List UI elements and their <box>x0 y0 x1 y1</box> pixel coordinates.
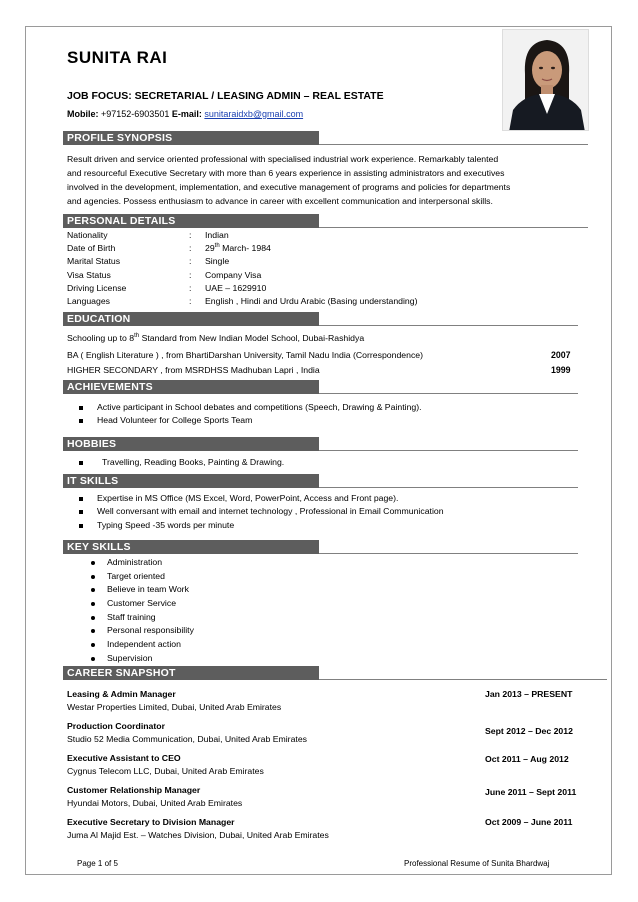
key-skill-item: Staff training <box>107 612 156 622</box>
personal-colon: : <box>189 270 192 280</box>
career-dates: June 2011 – Sept 2011 <box>485 787 577 797</box>
round-bullet-icon <box>91 616 95 620</box>
personal-value <box>205 243 271 253</box>
education-hs-year: 1999 <box>551 365 571 375</box>
personal-label: Languages <box>67 296 110 306</box>
career-dates: Sept 2012 – Dec 2012 <box>485 726 573 736</box>
dob-day: 29 <box>205 243 215 253</box>
section-hobbies: HOBBIES <box>63 437 319 451</box>
achievement-item: Head Volunteer for College Sports Team <box>97 415 253 425</box>
education-schooling <box>67 333 364 343</box>
personal-colon: : <box>189 296 192 306</box>
profile-line: involved in the development, implementation, and executive management of programs and policies for departments <box>67 182 511 192</box>
it-skill-item: Well conversant with email and internet technology , Professional in Email Communication <box>97 506 444 516</box>
career-company: Cygnus Telecom LLC, Dubai, United Arab Emirates <box>67 766 264 776</box>
career-dates: Jan 2013 – PRESENT <box>485 689 573 699</box>
career-title: Leasing & Admin Manager <box>67 689 176 699</box>
profile-line: Result driven and service oriented professional with specialised industrial work experience. Remarkably talented <box>67 154 499 164</box>
page-number: Page 1 of 5 <box>77 859 118 868</box>
round-bullet-icon <box>91 561 95 565</box>
personal-label: Visa Status <box>67 270 111 280</box>
personal-value: Company Visa <box>205 270 262 280</box>
square-bullet-icon <box>79 524 83 528</box>
it-skill-item: Expertise in MS Office (MS Excel, Word, PowerPoint, Access and Front page). <box>97 493 399 503</box>
career-dates: Oct 2009 – June 2011 <box>485 817 573 827</box>
career-title: Production Coordinator <box>67 721 165 731</box>
profile-synopsis-text <box>67 152 585 208</box>
square-bullet-icon <box>79 406 83 410</box>
round-bullet-icon <box>91 602 95 606</box>
key-skill-item: Administration <box>107 557 163 567</box>
personal-label: Driving License <box>67 283 127 293</box>
square-bullet-icon <box>79 461 83 465</box>
career-company: Studio 52 Media Communication, Dubai, United Arab Emirates <box>67 734 307 744</box>
profile-photo <box>502 29 589 131</box>
square-bullet-icon <box>79 419 83 423</box>
career-company: Hyundai Motors, Dubai, United Arab Emirates <box>67 798 243 808</box>
education-ba: BA ( English Literature ) , from BhartiDarshan University, Tamil Nadu India (Correspondence) <box>67 350 424 360</box>
mobile-value: +97152-6903501 <box>101 109 170 119</box>
key-skill-item: Personal responsibility <box>107 625 194 635</box>
career-title: Customer Relationship Manager <box>67 785 201 795</box>
schooling-suffix: th <box>134 333 140 340</box>
personal-value: Indian <box>205 230 229 240</box>
footer-title: Professional Resume of Sunita Bhardwaj <box>404 859 550 868</box>
section-divider <box>319 487 578 488</box>
section-divider <box>319 144 588 145</box>
section-career-snapshot: CAREER SNAPSHOT <box>63 666 319 680</box>
personal-colon: : <box>189 230 192 240</box>
section-key-skills: KEY SKILLS <box>63 540 319 554</box>
career-dates: Oct 2011 – Aug 2012 <box>485 754 569 764</box>
dob-suffix: th <box>214 243 220 250</box>
round-bullet-icon <box>91 629 95 633</box>
profile-photo-illustration <box>503 30 589 131</box>
hobby-item: Travelling, Reading Books, Painting & Drawing. <box>102 457 285 467</box>
career-title: Executive Secretary to Division Manager <box>67 817 235 827</box>
career-company: Juma Al Majid Est. – Watches Division, Dubai, United Arab Emirates <box>67 830 329 840</box>
key-skill-item: Target oriented <box>107 571 165 581</box>
schooling-post: Standard from New Indian Model School, Dubai-Rashidya <box>139 333 365 343</box>
section-personal-details: PERSONAL DETAILS <box>63 214 319 228</box>
career-title: Executive Assistant to CEO <box>67 753 181 763</box>
personal-value: Single <box>205 256 230 266</box>
section-divider <box>319 325 578 326</box>
career-company: Westar Properties Limited, Dubai, United Arab Emirates <box>67 702 282 712</box>
key-skill-item: Supervision <box>107 653 153 663</box>
education-higher-secondary: HIGHER SECONDARY , from MSRDHSS Madhuban Lapri , India <box>67 365 320 375</box>
candidate-name: SUNITA RAI <box>67 48 168 67</box>
education-ba-year: 2007 <box>551 350 571 360</box>
square-bullet-icon <box>79 510 83 514</box>
job-focus: JOB FOCUS: SECRETARIAL / LEASING ADMIN – REAL ESTATE <box>67 90 384 102</box>
section-divider <box>319 227 588 228</box>
key-skill-item: Customer Service <box>107 598 177 608</box>
email-label: E-mail: <box>171 109 202 119</box>
it-skill-item: Typing Speed -35 words per minute <box>97 520 235 530</box>
section-divider <box>319 553 578 554</box>
key-skill-item: Believe in team Work <box>107 584 189 594</box>
contact-line <box>67 109 303 119</box>
mobile-label: Mobile: <box>67 109 99 119</box>
round-bullet-icon <box>91 657 95 661</box>
personal-colon: : <box>189 243 192 253</box>
dob-rest: March- 1984 <box>219 243 271 253</box>
personal-colon: : <box>189 256 192 266</box>
section-divider <box>319 679 607 680</box>
section-divider <box>319 450 578 451</box>
section-achievements: ACHIEVEMENTS <box>63 380 319 394</box>
personal-colon: : <box>189 283 192 293</box>
personal-value: UAE – 1629910 <box>205 283 267 293</box>
round-bullet-icon <box>91 643 95 647</box>
round-bullet-icon <box>91 588 95 592</box>
achievement-item: Active participant in School debates and competitions (Speech, Drawing & Painting). <box>97 402 422 412</box>
schooling-pre: Schooling up to 8 <box>67 333 135 343</box>
personal-label: Marital Status <box>67 256 121 266</box>
section-divider <box>319 393 578 394</box>
personal-label: Date of Birth <box>67 243 116 253</box>
key-skill-item: Independent action <box>107 639 181 649</box>
profile-line: and resourceful Executive Secretary with more than 6 years experience in assisting administrators and executives <box>67 168 505 178</box>
personal-value: English , Hindi and Urdu Arabic (Basing understanding) <box>205 296 418 306</box>
email-link[interactable]: sunitaraidxb@gmail.com <box>204 109 304 119</box>
section-profile-synopsis: PROFILE SYNOPSIS <box>63 131 319 145</box>
section-education: EDUCATION <box>63 312 319 326</box>
personal-label: Nationality <box>67 230 108 240</box>
round-bullet-icon <box>91 575 95 579</box>
section-it-skills: IT SKILLS <box>63 474 319 488</box>
profile-line: and agencies. Possess enthusiasm to advance in career with excellent communication and interpersonal skills. <box>67 196 493 206</box>
square-bullet-icon <box>79 497 83 501</box>
